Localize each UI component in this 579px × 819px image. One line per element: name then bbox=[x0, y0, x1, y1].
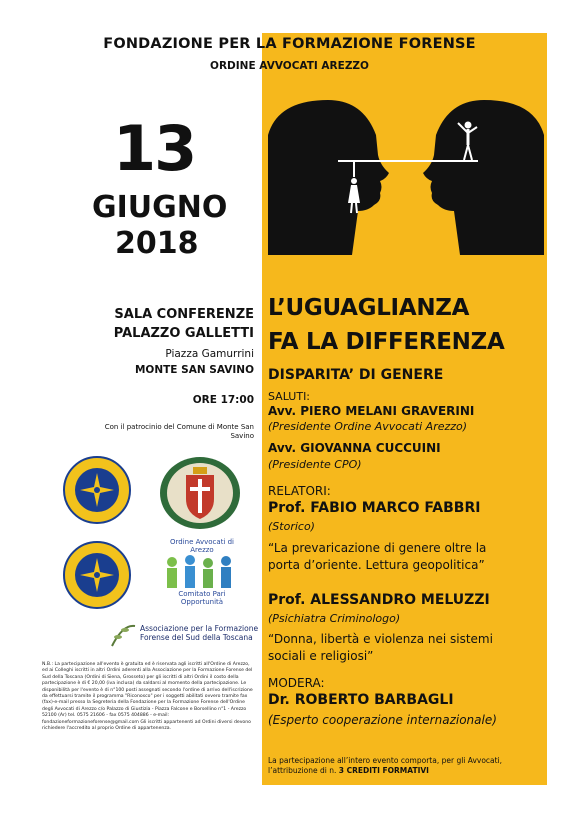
saluti-speaker-2-role: (Presidente CPO) bbox=[268, 458, 362, 471]
org-subtitle: ORDINE AVVOCATI AREZZO bbox=[210, 60, 369, 72]
cpo-logo bbox=[158, 538, 246, 606]
saluti-speaker-1-name: Avv. PIERO MELANI GRAVERINI bbox=[268, 404, 475, 418]
ordine-avvocati-logo bbox=[62, 455, 132, 525]
moderatore-role: (Esperto cooperazione internazionale) bbox=[268, 713, 497, 727]
credits-count: 3 CREDITI FORMATIVI bbox=[338, 766, 429, 775]
event-subtitle: DISPARITA’ DI GENERE bbox=[268, 367, 444, 383]
relatore-1-name: Prof. FABIO MARCO FABBRI bbox=[268, 500, 481, 516]
cpo-logo-bottom-text: Comitato Pari Opportunità bbox=[178, 590, 226, 606]
credits-footer bbox=[268, 756, 548, 776]
relatore-2-talk-line2: sociali e religiosi” bbox=[268, 649, 374, 663]
right-head-icon bbox=[423, 100, 544, 255]
people-group-icon bbox=[167, 555, 231, 588]
event-time: ORE 17:00 bbox=[192, 394, 254, 406]
credits-line1: La partecipazione all’intero evento comporta, per gli Avvocati, bbox=[268, 756, 503, 765]
event-title-line1: L’UGUAGLIANZA bbox=[268, 295, 470, 321]
relatore-2-role: (Psichiatra Criminologo) bbox=[268, 612, 401, 625]
associazione-line1: Associazione per la Formazione bbox=[140, 624, 259, 633]
venue-address: Piazza Gamurrini bbox=[165, 348, 254, 360]
associazione-line2: Forense del Sud della Toscana bbox=[140, 633, 253, 642]
patronage-note: Con il patrocinio del Comune di Monte San Savino bbox=[104, 423, 254, 440]
credits-line2-prefix: l’attribuzione di n. bbox=[268, 766, 339, 775]
registration-note: N.B.: La partecipazione all'evento è gratuita ed è riservata agli iscritti all'Ordine di Arezzo, ed ai Colleghi iscritti in altri Ordini aderenti alla Associazione per la Formazione Forense del Sud della Toscana (Ordini di Siena, Grosseto) per gli iscritti di altri Ordini il costo della partecipazione è di € 20,00 (iva inclusa) da saldarsi al momento della partecipazione. Le disponibilità per l'evento è di n°100 posti assegnati secondo l'ordine di arrivo dell'iscrizione da effettuarsi tramite il programma "Riconosco" per i soggetti abilitati ovvero tramite fax (fax)-e-mail presso la Segreteria della Fondazione per la Formazione Forense dell'Ordine degli Avvocati di Arezzo c/o Palazzo di Giustizia - Piazza Falcone e Borsellino n°1 - Arezzo 52100 (Ar) tel. 0575 21606 - fax 0575 404886 - e-mail: fondazioneformazioneforense@gmail.com Gli iscritti appartenenti ad Ordini diversi devono richiedere l'accredito al proprio Ordine di appartenenza. bbox=[42, 662, 253, 732]
event-month: GIUGNO bbox=[92, 190, 228, 225]
cpo-logo-top-text: Ordine Avvocati di Arezzo bbox=[169, 538, 234, 554]
comune-seal-logo bbox=[158, 455, 242, 531]
venue-city: MONTE SAN SAVINO bbox=[134, 364, 254, 376]
silhouettes-illustration bbox=[268, 95, 544, 255]
saluti-heading: SALUTI: bbox=[268, 390, 311, 403]
left-head-icon bbox=[268, 100, 389, 255]
saluti-speaker-1-role: (Presidente Ordine Avvocati Arezzo) bbox=[268, 420, 468, 433]
relatori-heading: RELATORI: bbox=[268, 484, 331, 498]
venue-building: PALAZZO GALLETTI bbox=[113, 326, 254, 341]
venue-hall: SALA CONFERENZE bbox=[114, 307, 254, 322]
relatore-1-role: (Storico) bbox=[268, 520, 315, 533]
fondazione-forense-logo bbox=[62, 540, 132, 610]
relatore-2-talk-line1: “Donna, libertà e violenza nei sistemi bbox=[268, 632, 493, 646]
event-title-line2: FA LA DIFFERENZA bbox=[268, 329, 505, 355]
relatore-1-talk-line2: porta d’oriente. Lettura geopolitica” bbox=[268, 558, 485, 572]
event-year: 2018 bbox=[115, 226, 199, 261]
org-title: FONDAZIONE PER LA FORMAZIONE FORENSE bbox=[103, 36, 476, 52]
relatore-2-name: Prof. ALESSANDRO MELUZZI bbox=[268, 592, 490, 608]
saluti-speaker-2-name: Avv. GIOVANNA CUCCUINI bbox=[268, 441, 441, 455]
moderatore-heading: MODERA: bbox=[268, 676, 325, 690]
event-day: 13 bbox=[113, 112, 196, 185]
associazione-logo bbox=[108, 618, 258, 654]
relatore-1-talk-line1: “La prevaricazione di genere oltre la bbox=[268, 541, 487, 555]
moderatore-name: Dr. ROBERTO BARBAGLI bbox=[268, 692, 454, 708]
